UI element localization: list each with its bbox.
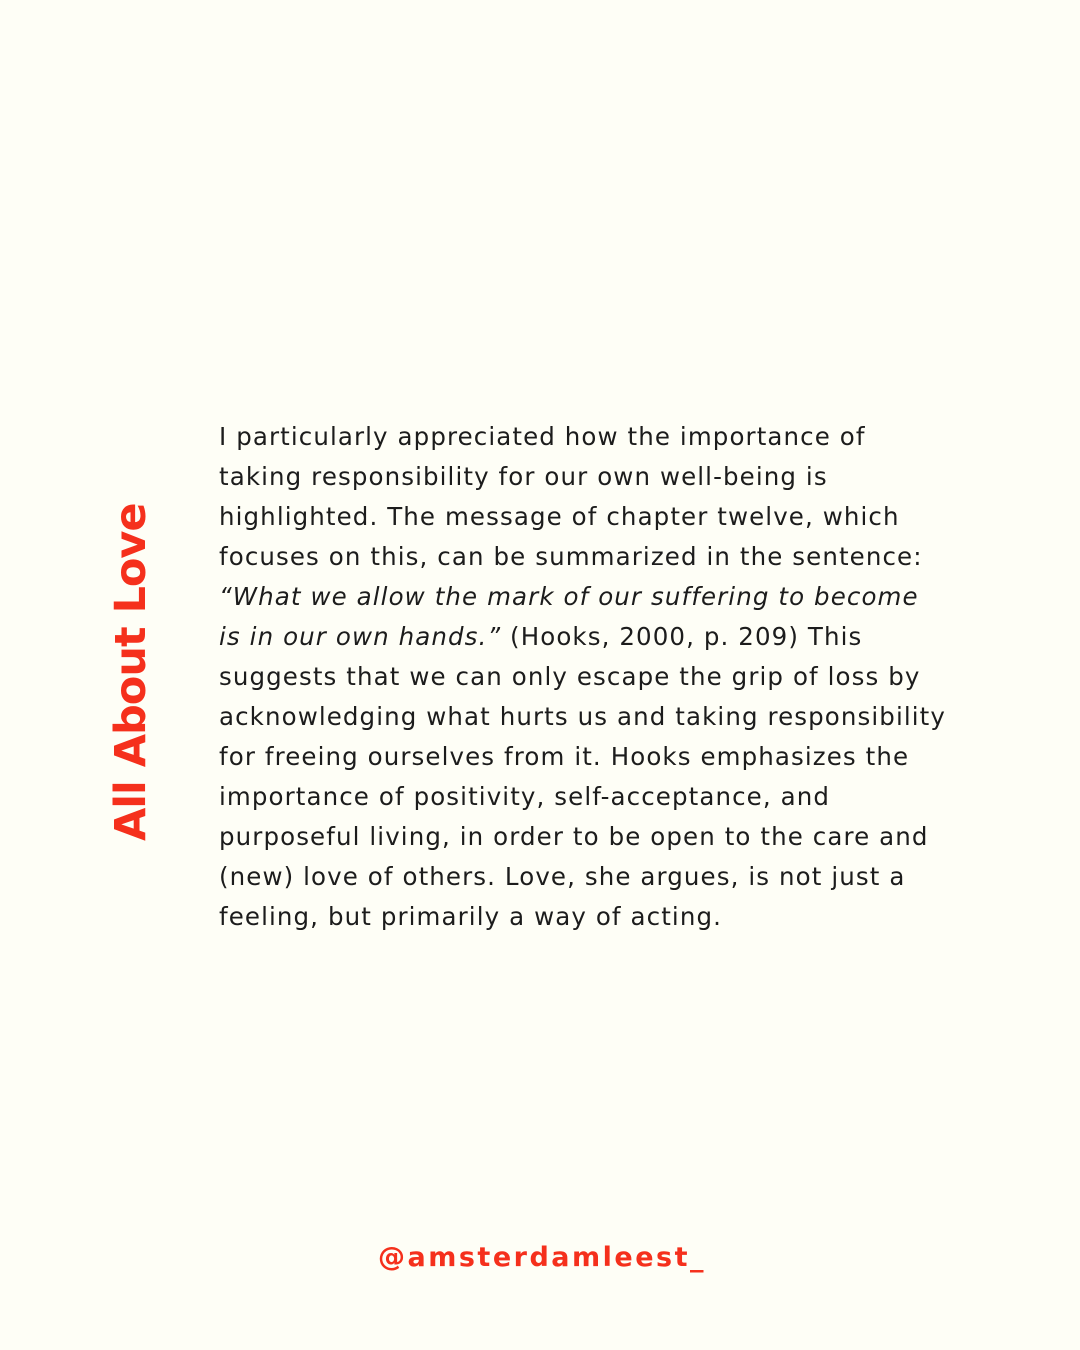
instagram-handle	[0, 1242, 1080, 1273]
body-line-10: importance of positivity, self-acceptance, and	[219, 782, 830, 811]
body-line-6	[219, 617, 1019, 657]
body-line-4: focuses on this, can be summarized in the sentence:	[219, 542, 923, 571]
body-paragraph	[219, 417, 1019, 937]
citation: (Hooks, 2000, p. 209) This	[501, 622, 863, 651]
body-line-1: I particularly appreciated how the importance of	[219, 422, 866, 451]
body-line-2: taking responsibility for our own well-being is	[219, 462, 828, 491]
body-line-8: acknowledging what hurts us and taking responsibility	[219, 702, 946, 731]
body-line-13: feeling, but primarily a way of acting.	[219, 902, 723, 931]
quote-part-1: “What we allow the mark of our suffering to become	[219, 582, 919, 611]
body-line-9: for freeing ourselves from it. Hooks emphasizes the	[219, 742, 910, 771]
body-line-3: highlighted. The message of chapter twelve, which	[219, 502, 900, 531]
handle-text: @amsterdamleest_	[378, 1242, 706, 1273]
quote-part-2: is in our own hands.”	[219, 622, 502, 651]
body-line-5	[219, 577, 1019, 617]
body-line-12: (new) love of others. Love, she argues, is not just a	[219, 862, 906, 891]
body-line-11: purposeful living, in order to be open to the care and	[219, 822, 929, 851]
side-title: All About Love	[106, 503, 156, 841]
body-line-7: suggests that we can only escape the grip of loss by	[219, 662, 921, 691]
